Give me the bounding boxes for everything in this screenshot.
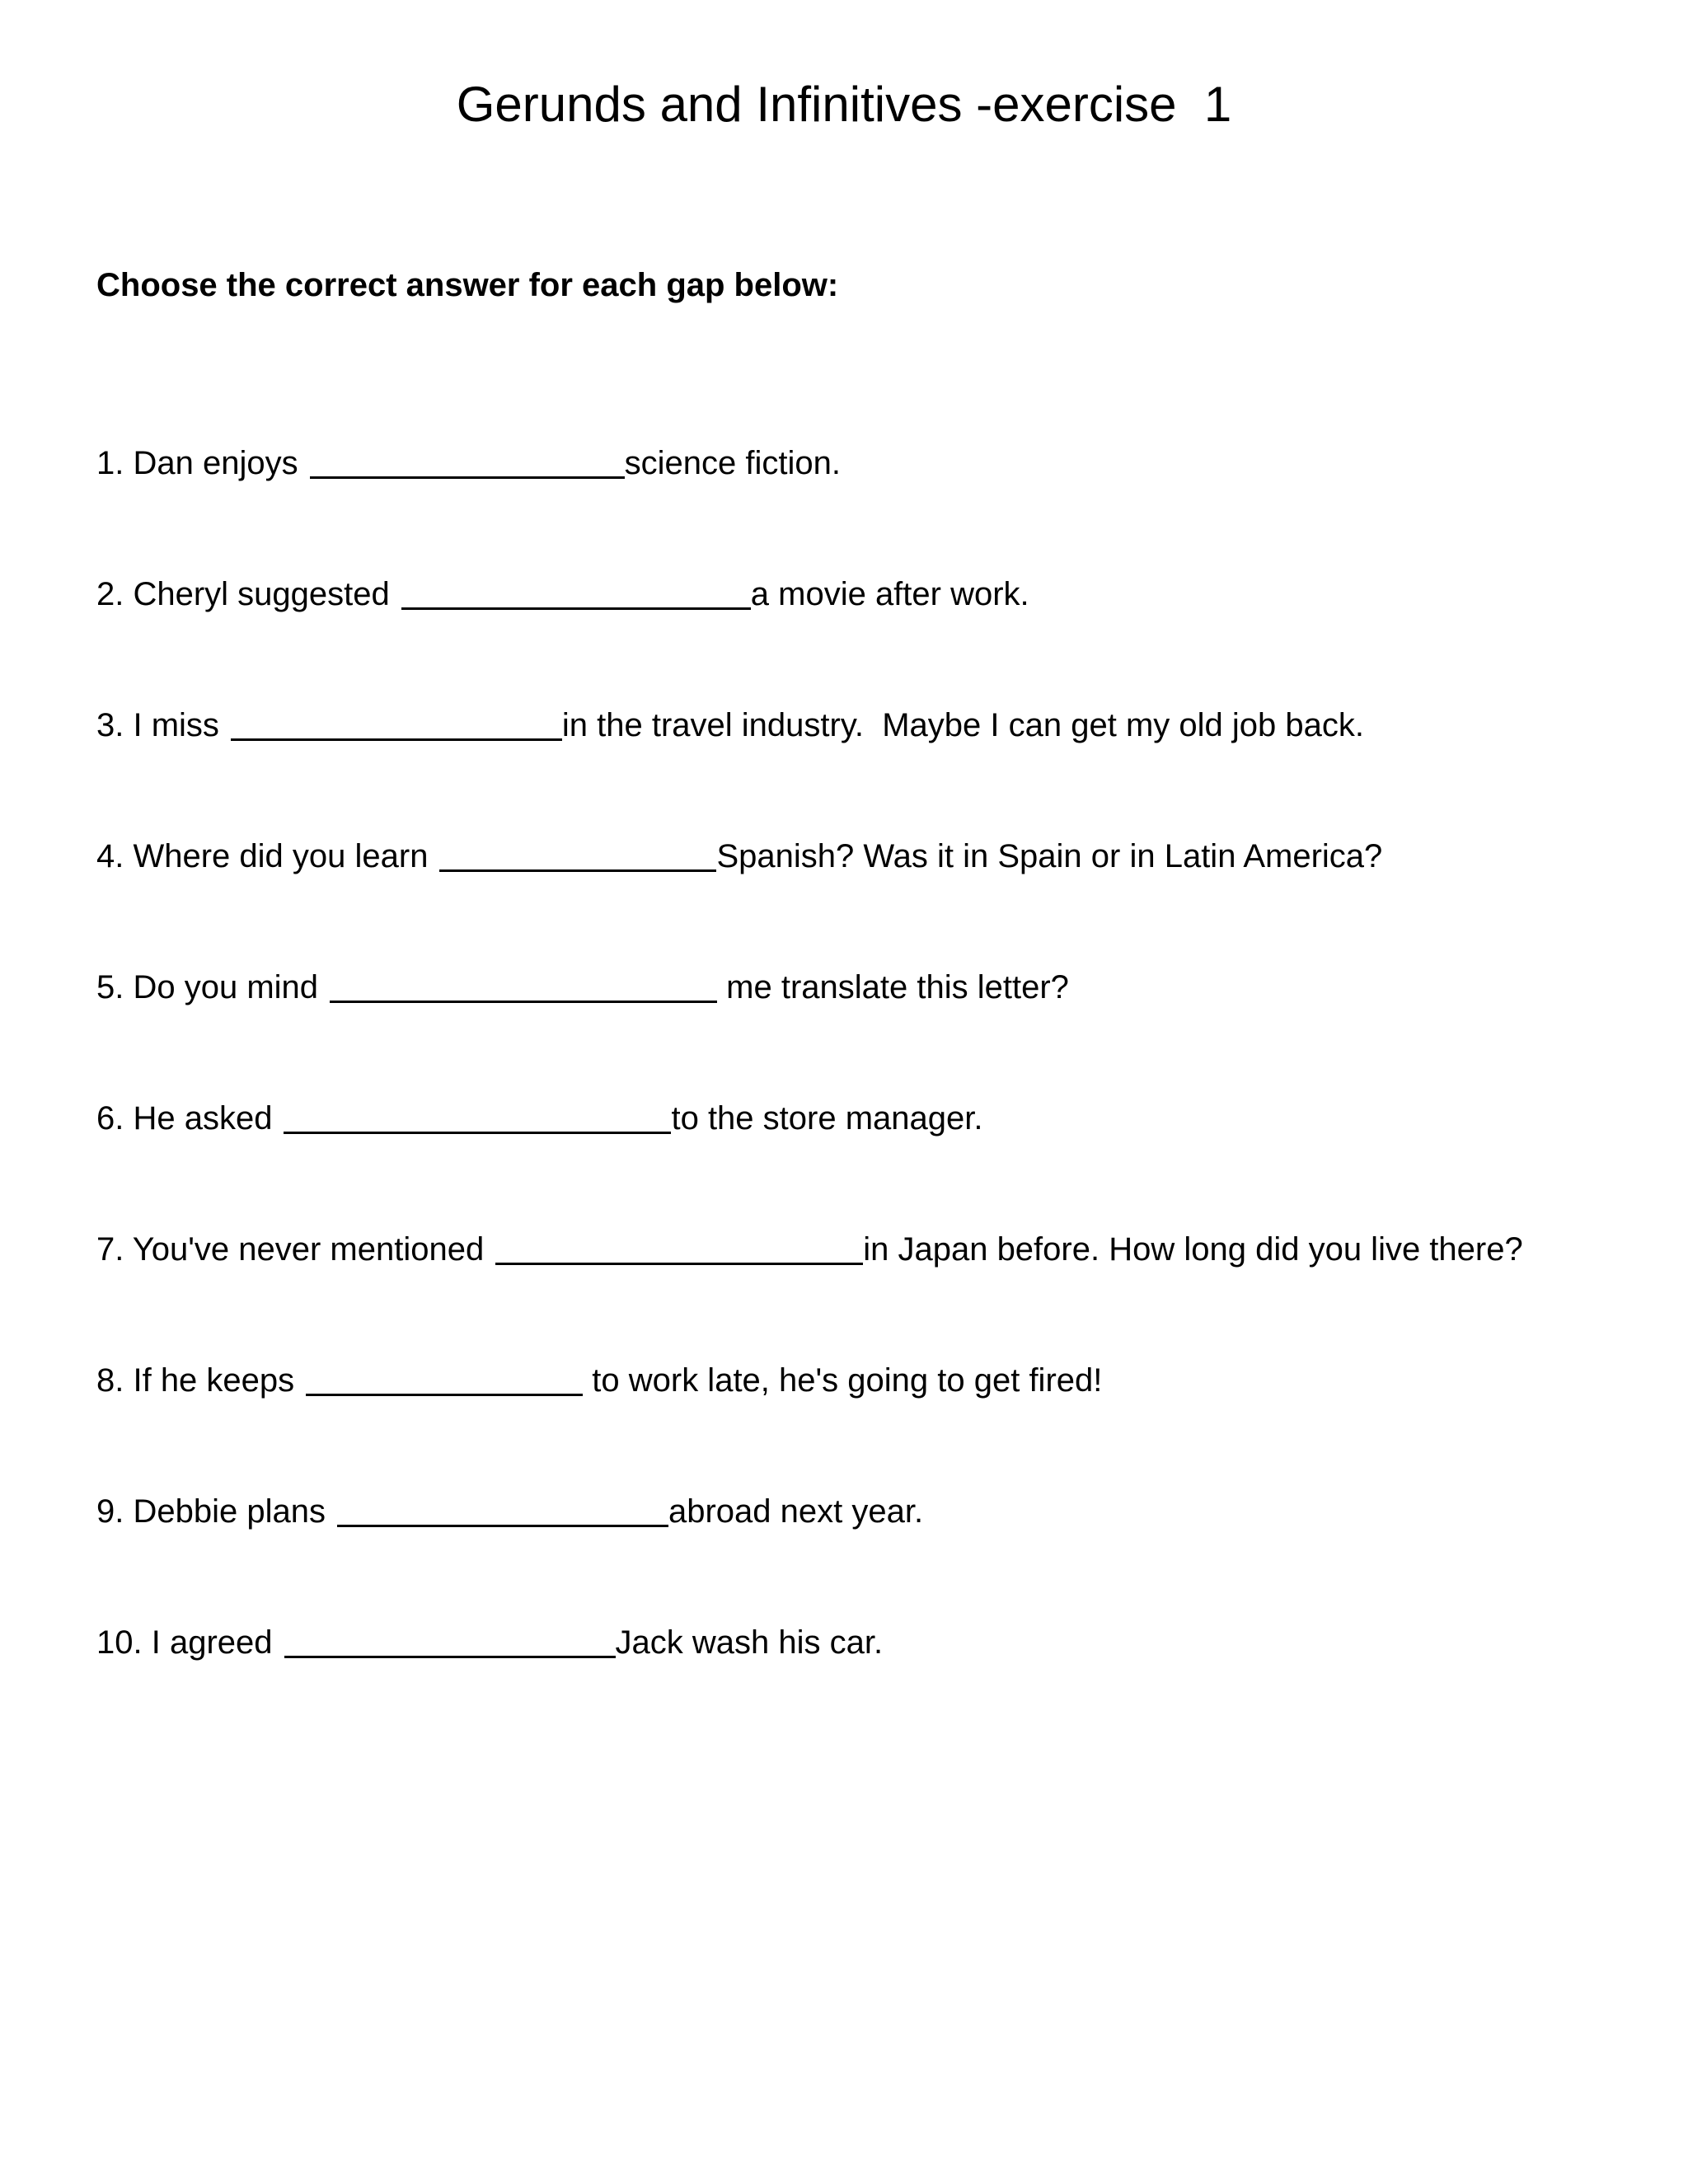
question-9-continuation: abroad next year. [668, 1493, 924, 1530]
question-10-continuation: Jack wash his car. [615, 1624, 884, 1661]
question-3-text: 3. I miss [96, 707, 219, 743]
answer-blank-6[interactable] [284, 1102, 671, 1134]
answer-blank-8[interactable] [306, 1364, 583, 1396]
question-5 [96, 968, 1069, 1007]
answer-blank-7[interactable] [495, 1233, 863, 1265]
question-2 [96, 574, 1029, 614]
question-10 [96, 1623, 883, 1662]
answer-blank-3[interactable] [231, 709, 562, 741]
question-4-text: 4. Where did you learn [96, 838, 429, 874]
question-5-text: 5. Do you mind [96, 969, 319, 1005]
question-5-continuation: me translate this letter? [717, 969, 1069, 1005]
question-7 [96, 1230, 1523, 1269]
answer-blank-1[interactable] [310, 447, 625, 479]
worksheet-title: Gerunds and Infinitives -exercise 1 [456, 77, 1232, 132]
question-2-text: 2. Cheryl suggested [96, 576, 390, 612]
question-3 [96, 705, 1364, 745]
question-7-continuation: in Japan before. How long did you live there? [863, 1231, 1523, 1268]
answer-blank-9[interactable] [337, 1495, 668, 1527]
question-1 [96, 443, 841, 483]
answer-blank-4[interactable] [439, 840, 716, 872]
question-8-text: 8. If he keeps [96, 1362, 295, 1399]
question-8-continuation: to work late, he's going to get fired! [583, 1362, 1103, 1399]
answer-blank-5[interactable] [330, 971, 717, 1003]
question-6 [96, 1099, 982, 1138]
question-6-text: 6. He asked [96, 1100, 273, 1137]
question-9 [96, 1492, 923, 1531]
answer-blank-2[interactable] [401, 578, 751, 610]
answer-blank-10[interactable] [284, 1626, 616, 1658]
question-6-continuation: to the store manager. [671, 1100, 983, 1137]
question-2-continuation: a movie after work. [750, 576, 1029, 612]
question-7-text: 7. You've never mentioned [96, 1231, 485, 1268]
question-8 [96, 1361, 1102, 1400]
instruction-text: Choose the correct answer for each gap below: [96, 267, 839, 303]
question-3-continuation: in the travel industry. Maybe I can get my old job back. [561, 707, 1364, 743]
question-1-text: 1. Dan enjoys [96, 445, 298, 481]
question-4-continuation: Spanish? Was it in Spain or in Latin America? [716, 838, 1383, 874]
question-1-continuation: science fiction. [624, 445, 841, 481]
question-10-text: 10. I agreed [96, 1624, 273, 1661]
question-4 [96, 837, 1382, 876]
question-9-text: 9. Debbie plans [96, 1493, 326, 1530]
